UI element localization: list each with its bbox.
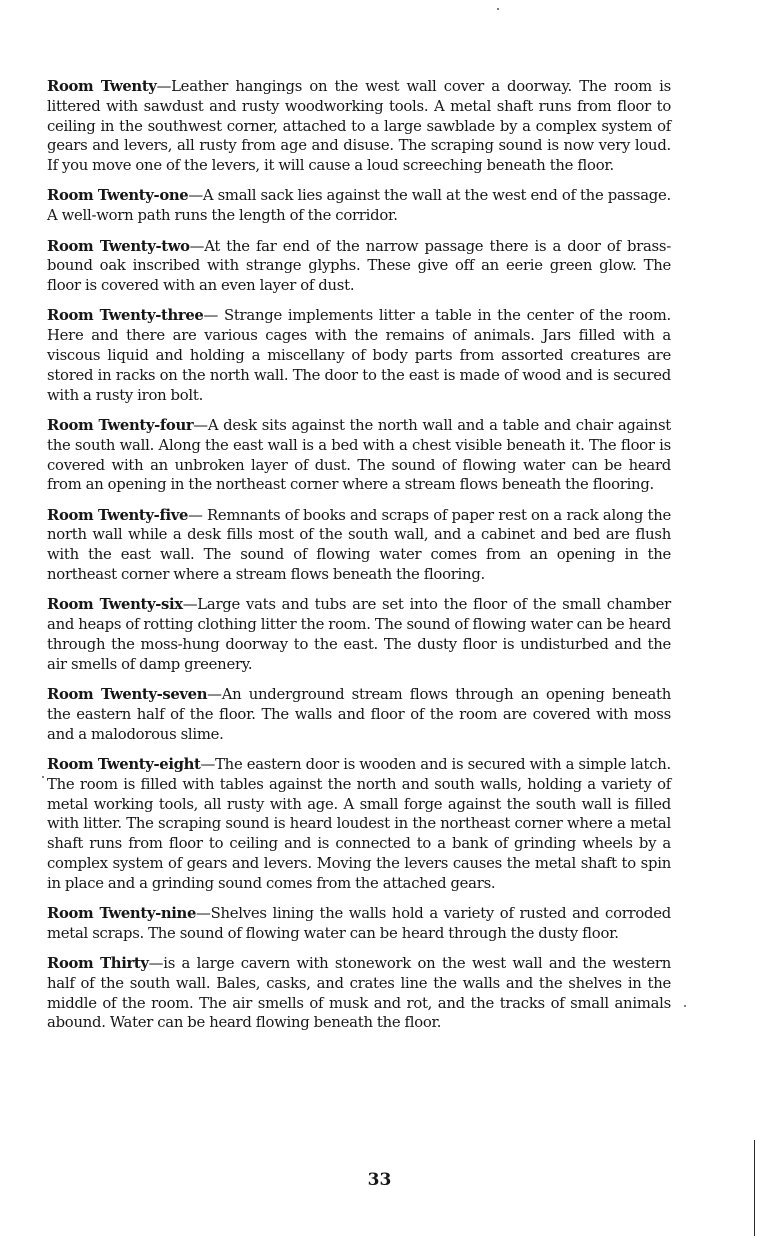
separator: — <box>182 596 198 614</box>
separator: — <box>196 904 211 922</box>
page-edge-line <box>754 1140 755 1236</box>
room-name: Room Twenty-one <box>47 187 189 205</box>
room-description: The eastern door is wooden and is secured with a simple latch. The room is filled with tables against the north and south walls, holding a variety of metal working tools, all rusty with age. A small forge against the south wall is filled with litter. The scraping sound is heard loudest in the northeast corner where a metal shaft runs from floor to ceiling and is connected to a bank of grinding wheels by a complex system of gears and levers. Moving the levers causes the metal shaft to spin in place and a grinding sound comes from the attached gears. <box>47 755 671 892</box>
scan-speck <box>42 776 44 778</box>
room-entry-twenty-nine <box>47 904 671 944</box>
room-entry-twenty-seven <box>47 685 671 744</box>
separator: — <box>189 237 205 255</box>
room-name: Room Twenty-three <box>47 307 204 325</box>
room-description: At the far end of the narrow passage there is a door of brass-bound oak inscribed with strange glyphs. These give off an eerie green glow. The floor is covered with an even layer of dust. <box>47 237 671 295</box>
room-description: Remnants of books and scraps of paper rest on a rack along the north wall while a desk fills most of the south wall, and a cabinet and bed are flush with the east wall. The sound of flowing water comes from an opening in the northeast corner where a stream flows beneath the flooring. <box>47 506 671 584</box>
room-description: A small sack lies against the wall at the west end of the passage. A well-worn path runs the length of the corridor. <box>47 187 671 225</box>
separator: — <box>156 78 172 95</box>
room-entry-twenty <box>47 77 671 176</box>
room-name: Room Twenty-two <box>47 237 190 255</box>
room-entry-twenty-eight <box>47 755 671 894</box>
room-entry-twenty-two <box>47 237 671 296</box>
room-description: Shelves lining the walls hold a variety of rusted and corroded metal scraps. The sound of flowing water can be heard through the dusty floor. <box>47 904 671 942</box>
room-name: Room Twenty <box>47 78 157 95</box>
separator: — <box>188 187 203 205</box>
page-body <box>47 77 671 1044</box>
scan-speck <box>497 8 499 10</box>
room-name: Room Twenty-six <box>47 596 183 614</box>
room-name: Room Thirty <box>47 955 149 973</box>
room-name: Room Twenty-four <box>47 416 194 434</box>
separator: — <box>200 755 216 773</box>
room-entry-thirty <box>47 954 671 1033</box>
room-entry-twenty-six <box>47 595 671 674</box>
room-name: Room Twenty-five <box>47 506 189 524</box>
room-name: Room Twenty-eight <box>47 755 201 773</box>
room-description: Large vats and tubs are set into the floor of the small chamber and heaps of rotting clothing litter the room. The sound of flowing water can be heard through the moss-hung doorway to the east. The dusty floor is undisturbed and the air smells of damp greenery. <box>47 596 672 673</box>
room-entry-twenty-five <box>47 506 671 585</box>
separator: — <box>207 686 222 704</box>
separator: — <box>188 506 208 524</box>
room-name: Room Twenty-seven <box>47 686 208 704</box>
room-entry-twenty-four <box>47 416 671 495</box>
scan-speck <box>684 1005 686 1007</box>
room-entry-twenty-three <box>47 306 671 405</box>
room-description: Leather hangings on the west wall cover a doorway. The room is littered with sawdust and rusty woodworking tools. A metal shaft runs from floor to ceiling in the southwest corner, attached to a large sawblade by a complex system of gears and levers, all rusty from age and disuse. The scraping sound is now very loud. If you move one of the levers, it will cause a loud screeching beneath the floor. <box>47 78 671 175</box>
room-description: An underground stream flows through an opening beneath the eastern half of the floor. The walls and floor of the room are covered with moss and a malodorous slime. <box>47 686 671 743</box>
room-description: is a large cavern with stonework on the west wall and the western half of the south wall. Bales, casks, and crates line the walls and the shelves in the middle of the room. The air smells of musk and rot, and the tracks of small animals abound. Water can be heard flowing beneath the floor. <box>47 955 671 1032</box>
room-entry-twenty-one <box>47 186 671 226</box>
separator: — <box>148 955 164 973</box>
separator: — <box>193 416 208 434</box>
separator: — <box>203 307 224 325</box>
page-number: 33 <box>367 1170 392 1190</box>
room-description: Strange implements litter a table in the center of the room. Here and there are various cages with the remains of animals. Jars filled with a viscous liquid and holding a miscellany of body parts from assorted creatures are stored in racks on the north wall. The door to the east is made of wood and is secured with a rusty iron bolt. <box>47 307 671 404</box>
room-name: Room Twenty-nine <box>47 904 197 922</box>
room-description: A desk sits against the north wall and a table and chair against the south wall. Along the east wall is a bed with a chest visible beneath it. The floor is covered with an unbroken layer of dust. The sound of flowing water can be heard from an opening in the northeast corner where a stream flows beneath the flooring. <box>47 416 671 494</box>
